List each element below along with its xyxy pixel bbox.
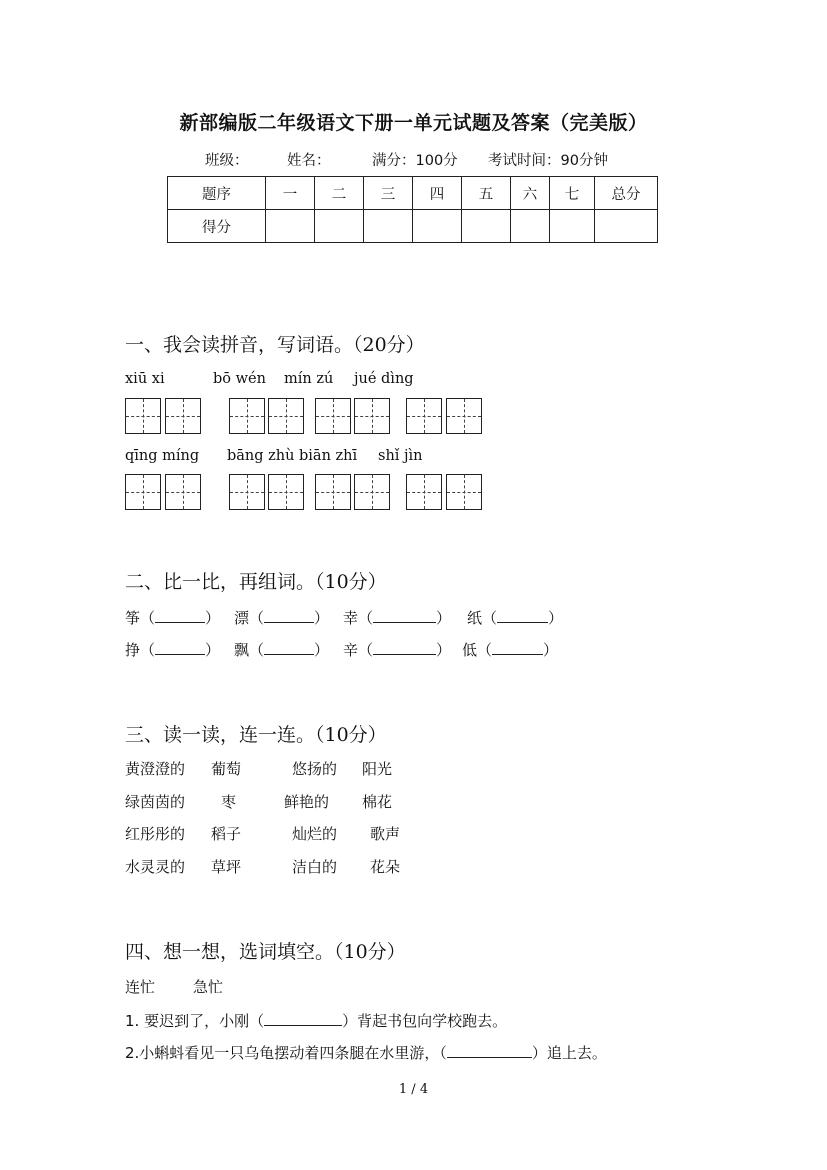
exam-time-label: 考试时间：90分钟	[488, 153, 608, 169]
pinyin-label: mín zú	[284, 371, 334, 387]
pinyin-label: shǐ jìn	[378, 448, 423, 464]
writing-grid-box[interactable]	[268, 398, 304, 434]
compare-close: ）	[314, 641, 330, 659]
section4-heading: 四、想一想，选词填空。（10分）	[125, 941, 406, 963]
compare-word-row	[462, 639, 558, 660]
writing-grid-box[interactable]	[125, 474, 161, 510]
section2-heading: 二、比一比，再组词。（10分）	[125, 571, 387, 593]
match-word[interactable]: 稻子	[211, 825, 242, 843]
match-word[interactable]: 水灵灵的	[125, 858, 186, 876]
match-word[interactable]: 枣	[221, 793, 237, 811]
page-number: 1 / 4	[398, 1082, 429, 1097]
question-2-suffix: ）追上去。	[531, 1044, 607, 1062]
compare-char: 漂（	[234, 609, 265, 627]
writing-grid-box[interactable]	[406, 474, 442, 510]
section3-heading: 三、读一读，连一连。（10分）	[125, 724, 387, 746]
answer-blank[interactable]	[373, 608, 436, 623]
writing-grid-box[interactable]	[446, 398, 482, 434]
match-word[interactable]: 阳光	[362, 760, 393, 778]
answer-blank[interactable]	[497, 608, 548, 623]
compare-word-row	[343, 607, 451, 628]
table-cell: 题序	[168, 177, 266, 210]
score-table	[167, 176, 658, 243]
pinyin-label: biān zhī	[299, 448, 358, 464]
answer-blank[interactable]	[373, 640, 436, 655]
question-1	[125, 1010, 507, 1031]
compare-word-row	[234, 639, 329, 660]
document-title: 新部编版二年级语文下册一单元试题及答案（完美版）	[179, 112, 648, 134]
writing-grid-box[interactable]	[229, 398, 265, 434]
table-cell: 得分	[168, 210, 266, 243]
table-cell: 五	[462, 177, 511, 210]
answer-blank[interactable]	[155, 608, 205, 623]
score-cell[interactable]	[266, 210, 315, 243]
score-table-score-row	[168, 210, 658, 243]
score-cell[interactable]	[462, 210, 511, 243]
table-cell: 二	[315, 177, 364, 210]
compare-word-row	[125, 639, 220, 660]
word-option: 连忙	[125, 978, 156, 996]
table-cell: 四	[413, 177, 462, 210]
match-word[interactable]: 灿烂的	[292, 825, 338, 843]
match-word[interactable]: 棉花	[362, 793, 393, 811]
answer-blank[interactable]	[155, 640, 205, 655]
name-label: 姓名：	[287, 153, 331, 169]
table-cell: 一	[266, 177, 315, 210]
score-cell[interactable]	[511, 210, 550, 243]
compare-word-row	[234, 607, 329, 628]
exam-info	[205, 149, 608, 170]
pinyin-label: bāng zhù	[227, 448, 295, 464]
table-cell: 总分	[595, 177, 658, 210]
writing-grid-box[interactable]	[354, 398, 390, 434]
score-cell[interactable]	[550, 210, 595, 243]
compare-word-row	[125, 607, 220, 628]
answer-blank[interactable]	[447, 1043, 532, 1058]
writing-grid-box[interactable]	[406, 398, 442, 434]
pinyin-label: jué dìng	[354, 371, 414, 387]
compare-char: 低（	[462, 641, 493, 659]
compare-close: ）	[314, 609, 330, 627]
writing-grid-box[interactable]	[125, 398, 161, 434]
compare-close: ）	[205, 641, 221, 659]
compare-close: ）	[205, 609, 221, 627]
answer-blank[interactable]	[492, 640, 543, 655]
score-cell[interactable]	[413, 210, 462, 243]
writing-grid-box[interactable]	[165, 398, 201, 434]
full-score-label: 满分：100分	[372, 153, 458, 169]
table-cell: 三	[364, 177, 413, 210]
score-cell[interactable]	[315, 210, 364, 243]
match-word[interactable]: 草坪	[211, 858, 242, 876]
compare-char: 幸（	[343, 609, 374, 627]
writing-grid-box[interactable]	[315, 474, 351, 510]
word-option: 急忙	[193, 978, 224, 996]
match-word[interactable]: 悠扬的	[292, 760, 338, 778]
section1-heading: 一、我会读拼音，写词语。（20分）	[125, 334, 425, 356]
match-word[interactable]: 洁白的	[292, 858, 338, 876]
score-table-header-row	[168, 177, 658, 210]
match-word[interactable]: 歌声	[370, 825, 401, 843]
answer-blank[interactable]	[264, 608, 314, 623]
compare-close: ）	[543, 641, 559, 659]
match-word[interactable]: 鲜艳的	[284, 793, 330, 811]
writing-grid-box[interactable]	[354, 474, 390, 510]
writing-grid-box[interactable]	[165, 474, 201, 510]
match-word[interactable]: 红彤彤的	[125, 825, 186, 843]
compare-char: 纸（	[467, 609, 498, 627]
compare-close: ）	[548, 609, 564, 627]
match-word[interactable]: 花朵	[370, 858, 401, 876]
writing-grid-box[interactable]	[229, 474, 265, 510]
pinyin-label: bō wén	[213, 371, 266, 387]
compare-word-row	[343, 639, 451, 660]
compare-char: 辛（	[343, 641, 374, 659]
table-cell: 七	[550, 177, 595, 210]
match-word[interactable]: 绿茵茵的	[125, 793, 186, 811]
compare-close: ）	[436, 609, 452, 627]
compare-char: 挣（	[125, 641, 156, 659]
compare-char: 筝（	[125, 609, 156, 627]
compare-close: ）	[436, 641, 452, 659]
question-2-prefix: 2.小蝌蚪看见一只乌龟摆动着四条腿在水里游，（	[125, 1044, 447, 1062]
question-1-suffix: ）背起书包向学校跑去。	[342, 1012, 508, 1030]
pinyin-label: qīng míng	[125, 448, 200, 464]
writing-grid-box[interactable]	[446, 474, 482, 510]
writing-grid-box[interactable]	[268, 474, 304, 510]
pinyin-label: xiū xi	[125, 371, 165, 387]
table-cell: 六	[511, 177, 550, 210]
score-cell[interactable]	[364, 210, 413, 243]
answer-blank[interactable]	[264, 640, 314, 655]
score-cell[interactable]	[595, 210, 658, 243]
match-word[interactable]: 黄澄澄的	[125, 760, 186, 778]
compare-char: 飘（	[234, 641, 265, 659]
match-word[interactable]: 葡萄	[211, 760, 242, 778]
answer-blank[interactable]	[264, 1011, 342, 1026]
question-1-prefix: 1. 要迟到了，小刚（	[125, 1012, 265, 1030]
class-label: 班级：	[205, 153, 249, 169]
writing-grid-box[interactable]	[315, 398, 351, 434]
question-2	[125, 1042, 607, 1063]
compare-word-row	[467, 607, 563, 628]
